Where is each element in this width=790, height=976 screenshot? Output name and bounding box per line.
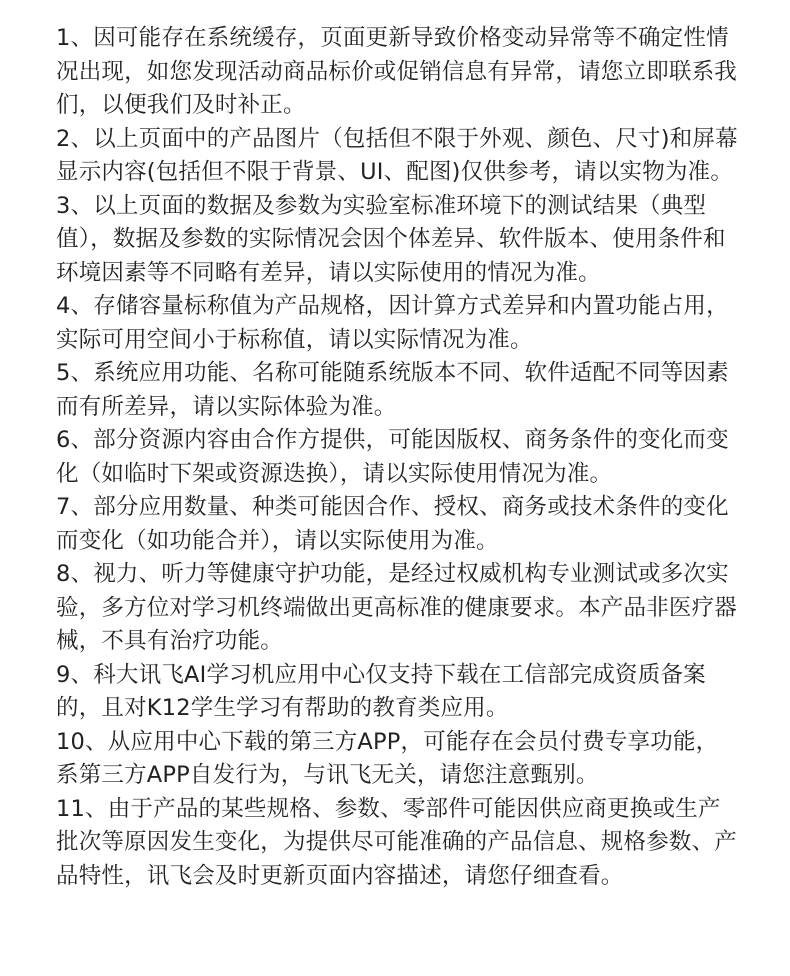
disclaimer-list	[56, 22, 740, 893]
disclaimer-item-5: 5、系统应用功能、名称可能随系统版本不同、软件适配不同等因素而有所差异，请以实际体验为准。	[56, 360, 729, 420]
disclaimer-item-9: 9、科大讯飞AI学习机应用中心仅支持下载在工信部完成资质备案的，且对K12学生学习有帮助的教育类应用。	[56, 661, 706, 721]
disclaimer-item-11: 11、由于产品的某些规格、参数、零部件可能因供应商更换或生产批次等原因发生变化，为提供尽可能准确的产品信息、规格参数、产品特性，讯飞会及时更新页面内容描述，请您仔细查看。	[56, 795, 738, 889]
disclaimer-item-6: 6、部分资源内容由合作方提供，可能因版权、商务条件的变化而变化（如临时下架或资源迭换），请以实际使用情况为准。	[56, 427, 729, 487]
disclaimer-item-4: 4、存储容量标称值为产品规格，因计算方式差异和内置功能占用，实际可用空间小于标称值，请以实际情况为准。	[56, 293, 729, 353]
disclaimer-item-1: 1、因可能存在系统缓存，页面更新导致价格变动异常等不确定性情况出现，如您发现活动商品标价或促销信息有异常，请您立即联系我们，以便我们及时补正。	[56, 25, 738, 118]
disclaimer-item-10: 10、从应用中心下载的第三方APP，可能存在会员付费专享功能，系第三方APP自发行为，与讯飞无关，请您注意甄别。	[56, 728, 719, 788]
disclaimer-item-8: 8、视力、听力等健康守护功能，是经过权威机构专业测试或多次实验，多方位对学习机终端做出更高标准的健康要求。本产品非医疗器械，不具有治疗功能。	[56, 561, 738, 654]
disclaimer-item-7: 7、部分应用数量、种类可能因合作、授权、商务或技术条件的变化而变化（如功能合并），请以实际使用为准。	[56, 494, 729, 554]
disclaimer-item-3: 3、以上页面的数据及参数为实验室标准环境下的测试结果（典型值），数据及参数的实际情况会因个体差异、软件版本、使用条件和环境因素等不同略有差异，请以实际使用的情况为准。	[56, 192, 726, 286]
disclaimer-item-2: 2、以上页面中的产品图片（包括但不限于外观、颜色、尺寸)和屏幕显示内容(包括但不限于背景、UI、配图)仅供参考，请以实物为准。	[56, 125, 738, 185]
